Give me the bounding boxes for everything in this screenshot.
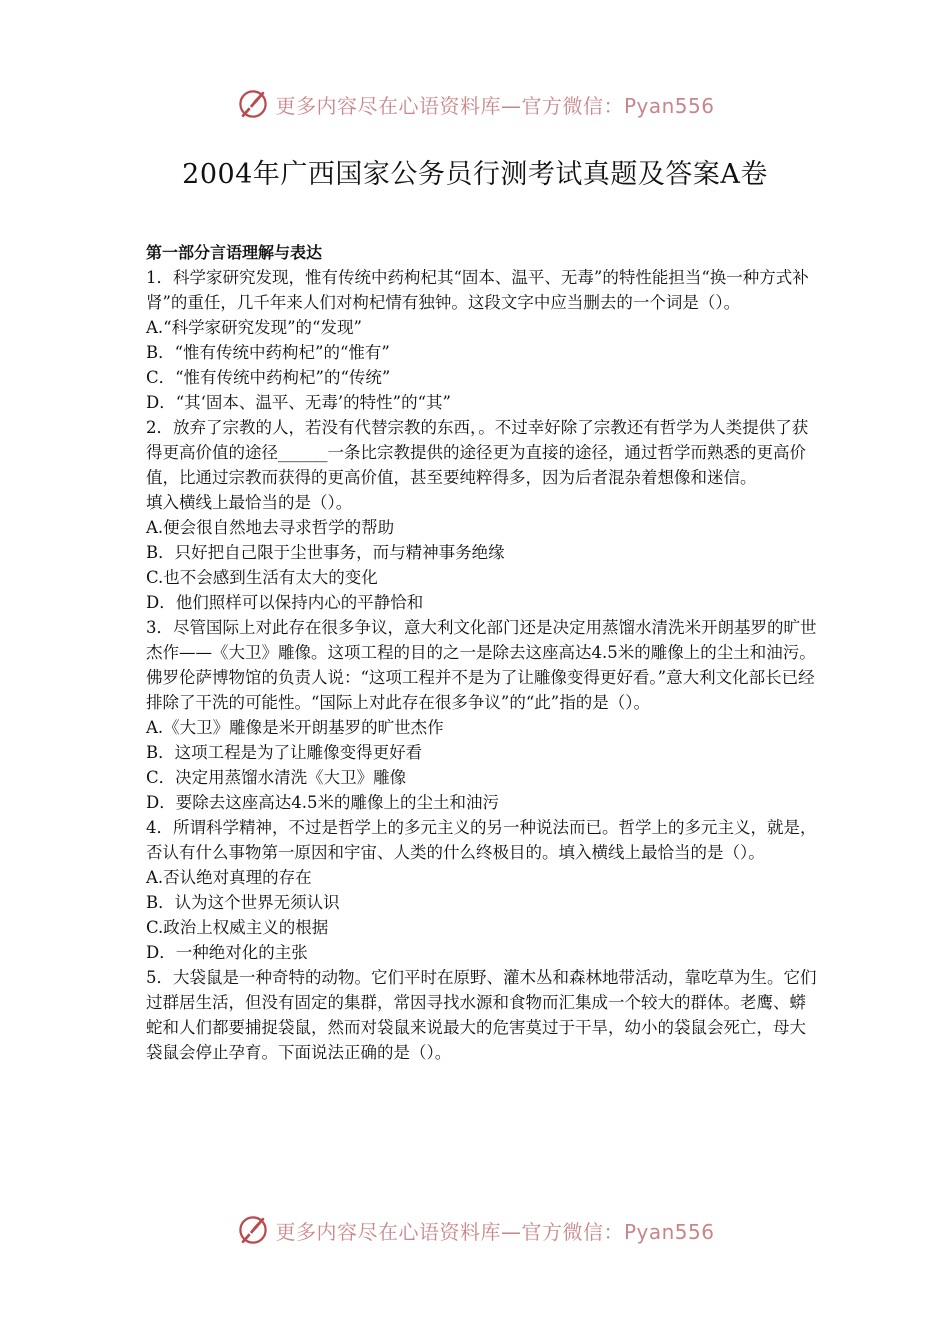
option-line: A.否认绝对真理的存在	[146, 868, 312, 887]
option-line: A.便会很自然地去寻求哲学的帮助	[146, 518, 395, 537]
header-watermark	[0, 84, 950, 124]
paragraph: 5．大袋鼠是一种奇特的动物。它们平时在原野、灌木丛和森林地带活动，靠吃草为生。它们过群居生活，但没有固定的集群，常因寻找水源和食物而汇集成一个较大的群体。老鹰、蟒蛇和人们都要捕捉袋鼠，然而对袋鼠来说最大的危害莫过于干旱，幼小的袋鼠会死亡，母大袋鼠会停止孕育。下面说法正确的是（）。	[146, 968, 817, 1062]
paragraph: 填入横线上最恰当的是（）。	[146, 493, 353, 512]
option-line: B．“惟有传统中药枸杞”的“惟有”	[146, 343, 390, 362]
watermark-text: 更多内容尽在心语资料库—官方微信：Pyan556	[275, 93, 715, 118]
paragraph: 4．所谓科学精神，不过是哲学上的多元主义的另一种说法而已。哲学上的多元主义，就是，否认有什么事物第一原因和宇宙、人类的什么终极目的。填入横线上最恰当的是（）。	[146, 818, 817, 862]
paragraph: 2．放弃了宗教的人，若没有代替宗教的东西，。不过幸好除了宗教还有哲学为人类提供了获得更高价值的途径______一条比宗教提供的途径更为直接的途径，通过哲学而熟悉的更高价值，比通过宗教而获得的更高价值，甚至要纯粹得多，因为后者混杂着想像和迷信。	[146, 418, 809, 487]
option-line: D．他们照样可以保持内心的平静恰和	[146, 593, 424, 612]
option-line: C．决定用蒸馏水清洗《大卫》雕像	[146, 768, 407, 787]
quill-logo-icon	[235, 86, 271, 122]
option-line: C．“惟有传统中药枸杞”的“传统”	[146, 368, 391, 387]
document-body	[146, 240, 818, 1065]
option-line: B．这项工程是为了让雕像变得更好看	[146, 743, 423, 762]
page-title: 2004年广西国家公务员行测考试真题及答案A卷	[182, 159, 768, 190]
option-line: D．“其‘固本、温平、无毒’的特性”的“其”	[146, 393, 451, 412]
option-line: D．一种绝对化的主张	[146, 943, 308, 962]
option-line: A.“科学家研究发现”的“发现”	[146, 318, 362, 337]
paragraph: 1．科学家研究发现，惟有传统中药枸杞其“固本、温平、无毒”的特性能担当“换一种方式补肾”的重任，几千年来人们对枸杞情有独钟。这段文字中应当删去的一个词是（）。	[146, 268, 809, 312]
section-heading: 第一部分言语理解与表达	[146, 243, 323, 262]
quill-logo-icon	[235, 1212, 271, 1248]
option-line: A.《大卫》雕像是米开朗基罗的旷世杰作	[146, 718, 444, 737]
watermark-text: 更多内容尽在心语资料库—官方微信：Pyan556	[275, 1219, 715, 1244]
option-line: C.政治上权威主义的根据	[146, 918, 329, 937]
option-line: B．认为这个世界无须认识	[146, 893, 340, 912]
footer-watermark	[0, 1210, 950, 1250]
option-line: C.也不会感到生活有太大的变化	[146, 568, 378, 587]
paragraph: 3．尽管国际上对此存在很多争议，意大利文化部门还是决定用蒸馏水清洗米开朗基罗的旷世杰作——《大卫》雕像。这项工程的目的之一是除去这座高达4.5米的雕像上的尘土和油污。佛罗伦萨博物馆的负责人说：“这项工程并不是为了让雕像变得更好看。”意大利文化部长已经排除了干洗的可能性。“国际上对此存在很多争议”的“此”指的是（）。	[146, 618, 817, 712]
option-line: D．要除去这座高达4.5米的雕像上的尘土和油污	[146, 793, 499, 812]
option-line: B．只好把自己限于尘世事务，而与精神事务绝缘	[146, 543, 505, 562]
